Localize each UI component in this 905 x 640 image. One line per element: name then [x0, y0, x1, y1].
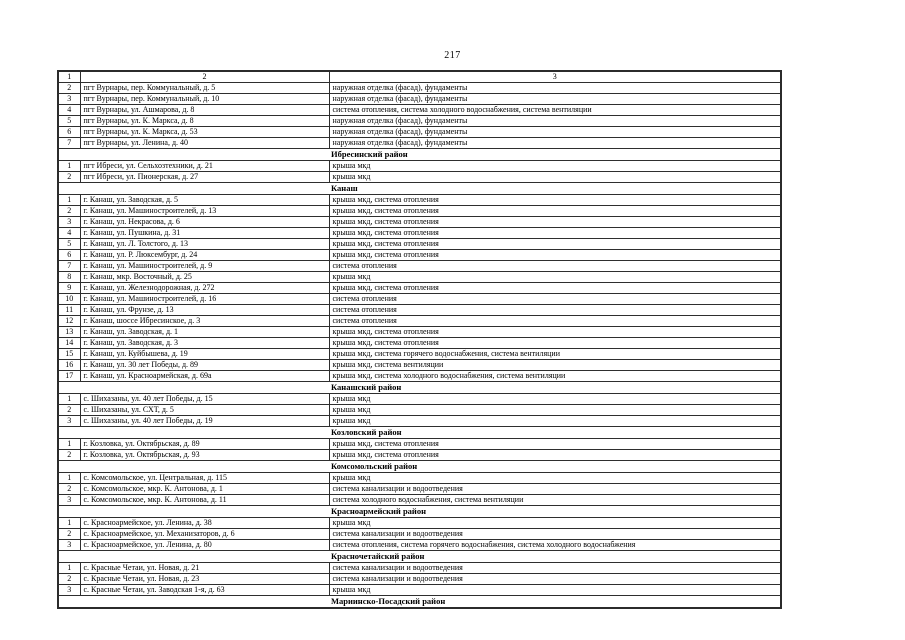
- row-number-cell: 11: [58, 305, 80, 316]
- section-header-cell: Козловский район: [58, 427, 781, 439]
- row-number-cell: 5: [58, 116, 80, 127]
- works-cell: крыша мкд: [329, 161, 781, 172]
- address-cell: с. Шихазаны, ул. 40 лет Победы, д. 15: [80, 394, 329, 405]
- row-number-cell: 6: [58, 127, 80, 138]
- table-row: [58, 228, 781, 239]
- address-cell: г. Канаш, ул. Машиностроителей, д. 9: [80, 261, 329, 272]
- address-cell: г. Канаш, ул. Пушкина, д. 31: [80, 228, 329, 239]
- works-cell: крыша мкд: [329, 473, 781, 484]
- address-cell: пгт Вурнары, пер. Коммунальный, д. 5: [80, 83, 329, 94]
- address-cell: с. Шихазаны, ул. 40 лет Победы, д. 19: [80, 416, 329, 427]
- table-row: [58, 261, 781, 272]
- works-cell: крыша мкд, система отопления: [329, 195, 781, 206]
- table-row: [58, 349, 781, 360]
- row-number-cell: 14: [58, 338, 80, 349]
- address-cell: пгт Ибреси, ул. Пионерская, д. 27: [80, 172, 329, 183]
- section-header-cell: Канаш: [58, 183, 781, 195]
- table-row: [58, 316, 781, 327]
- row-number-cell: 2: [58, 450, 80, 461]
- works-cell: система канализации и водоотведения: [329, 574, 781, 585]
- row-number-cell: 12: [58, 316, 80, 327]
- address-cell: с. Красноармейское, ул. Механизаторов, д. 6: [80, 529, 329, 540]
- table-row: [58, 574, 781, 585]
- table-row: [58, 138, 781, 149]
- works-cell: наружная отделка (фасад), фундаменты: [329, 138, 781, 149]
- address-cell: с. Комсомольское, мкр. К. Антонова, д. 11: [80, 495, 329, 506]
- table-row: [58, 518, 781, 529]
- works-cell: крыша мкд, система отопления: [329, 250, 781, 261]
- address-cell: г. Канаш, ул. Железнодорожная, д. 272: [80, 283, 329, 294]
- row-number-cell: 2: [58, 574, 80, 585]
- table-row: [58, 94, 781, 105]
- address-cell: с. Красные Четаи, ул. Новая, д. 21: [80, 563, 329, 574]
- section-header-cell: Мариинско-Посадский район: [58, 596, 781, 609]
- section-header-cell: Ибресинский район: [58, 149, 781, 161]
- row-number-cell: 2: [58, 206, 80, 217]
- row-number-cell: 6: [58, 250, 80, 261]
- row-number-cell: 1: [58, 439, 80, 450]
- address-cell: с. Красные Четаи, ул. Новая, д. 23: [80, 574, 329, 585]
- table-row: [58, 327, 781, 338]
- row-number-cell: 1: [58, 563, 80, 574]
- address-cell: с. Шихазаны, ул. СХТ, д. 5: [80, 405, 329, 416]
- section-header-row: [58, 596, 781, 609]
- section-header-row: [58, 461, 781, 473]
- works-cell: система отопления: [329, 305, 781, 316]
- table-row: [58, 83, 781, 94]
- row-number-cell: 4: [58, 228, 80, 239]
- section-header-row: [58, 183, 781, 195]
- table-row: [58, 127, 781, 138]
- section-header-row: [58, 506, 781, 518]
- address-cell: г. Канаш, мкр. Восточный, д. 25: [80, 272, 329, 283]
- works-cell: крыша мкд, система отопления: [329, 206, 781, 217]
- works-cell: крыша мкд, система отопления: [329, 283, 781, 294]
- address-cell: с. Красноармейское, ул. Ленина, д. 80: [80, 540, 329, 551]
- row-number-cell: 16: [58, 360, 80, 371]
- address-cell: г. Канаш, ул. Куйбышева, д. 19: [80, 349, 329, 360]
- table-row: [58, 294, 781, 305]
- table-row: [58, 360, 781, 371]
- table-row: [58, 206, 781, 217]
- address-cell: г. Канаш, ул. Машиностроителей, д. 16: [80, 294, 329, 305]
- address-cell: с. Красноармейское, ул. Ленина, д. 38: [80, 518, 329, 529]
- works-cell: крыша мкд: [329, 518, 781, 529]
- row-number-cell: 3: [58, 94, 80, 105]
- works-cell: система отопления, система горячего водоснабжения, система холодного водоснабжения: [329, 540, 781, 551]
- row-number-cell: 3: [58, 585, 80, 596]
- row-number-cell: 2: [58, 484, 80, 495]
- section-header-cell: Комсомольский район: [58, 461, 781, 473]
- row-number-cell: 15: [58, 349, 80, 360]
- works-cell: система отопления, система холодного водоснабжения, система вентиляции: [329, 105, 781, 116]
- address-cell: г. Канаш, ул. Машиностроителей, д. 13: [80, 206, 329, 217]
- address-cell: г. Канаш, ул. Заводская, д. 1: [80, 327, 329, 338]
- address-cell: с. Комсомольское, ул. Центральная, д. 115: [80, 473, 329, 484]
- row-number-cell: 1: [58, 473, 80, 484]
- row-number-cell: 9: [58, 283, 80, 294]
- section-header-row: [58, 149, 781, 161]
- works-cell: крыша мкд: [329, 405, 781, 416]
- table-row: [58, 529, 781, 540]
- row-number-cell: 3: [58, 416, 80, 427]
- table-row: [58, 473, 781, 484]
- address-cell: г. Канаш, ул. 30 лет Победы, д. 89: [80, 360, 329, 371]
- works-cell: система канализации и водоотведения: [329, 484, 781, 495]
- address-cell: г. Канаш, ул. Заводская, д. 3: [80, 338, 329, 349]
- works-cell: система отопления: [329, 261, 781, 272]
- works-cell: крыша мкд, система отопления: [329, 228, 781, 239]
- row-number-cell: 17: [58, 371, 80, 382]
- address-cell: пгт Вурнары, ул. Ашмарова, д. 8: [80, 105, 329, 116]
- table-row: [58, 116, 781, 127]
- table-row: [58, 585, 781, 596]
- row-number-cell: 1: [58, 195, 80, 206]
- row-number-cell: 8: [58, 272, 80, 283]
- table-row: [58, 338, 781, 349]
- table-row: [58, 239, 781, 250]
- section-header-row: [58, 551, 781, 563]
- section-header-row: [58, 427, 781, 439]
- row-number-cell: 1: [58, 161, 80, 172]
- table-body: [58, 71, 781, 608]
- table-row: [58, 439, 781, 450]
- works-cell: крыша мкд, система отопления: [329, 338, 781, 349]
- works-cell: крыша мкд: [329, 585, 781, 596]
- address-cell: г. Канаш, шоссе Ибресинское, д. 3: [80, 316, 329, 327]
- table-row: [58, 495, 781, 506]
- table-row: [58, 484, 781, 495]
- works-cell: крыша мкд: [329, 394, 781, 405]
- address-cell: пгт Вурнары, пер. Коммунальный, д. 10: [80, 94, 329, 105]
- table-row: [58, 283, 781, 294]
- table-row: [58, 195, 781, 206]
- row-number-cell: 13: [58, 327, 80, 338]
- table-row: [58, 305, 781, 316]
- column-header-cell: 2: [80, 71, 329, 83]
- address-cell: пгт Ибреси, ул. Сельхозтехники, д. 21: [80, 161, 329, 172]
- section-header-row: [58, 382, 781, 394]
- works-cell: система отопления: [329, 294, 781, 305]
- row-number-cell: 5: [58, 239, 80, 250]
- row-number-cell: 3: [58, 495, 80, 506]
- table-row: [58, 450, 781, 461]
- section-header-cell: Красноармейский район: [58, 506, 781, 518]
- page-number: 217: [444, 50, 461, 61]
- works-cell: крыша мкд: [329, 172, 781, 183]
- table-row: [58, 540, 781, 551]
- address-cell: пгт Вурнары, ул. К. Маркса, д. 53: [80, 127, 329, 138]
- row-number-cell: 2: [58, 405, 80, 416]
- table-row: [58, 105, 781, 116]
- column-header-cell: 1: [58, 71, 80, 83]
- works-cell: крыша мкд, система отопления: [329, 439, 781, 450]
- section-header-cell: Канашский район: [58, 382, 781, 394]
- address-cell: с. Красные Четаи, ул. Заводская 1-я, д. 63: [80, 585, 329, 596]
- table-row: [58, 217, 781, 228]
- table-row: [58, 405, 781, 416]
- address-cell: г. Козловка, ул. Октябрьская, д. 89: [80, 439, 329, 450]
- works-cell: крыша мкд: [329, 416, 781, 427]
- works-cell: крыша мкд, система холодного водоснабжения, система вентиляции: [329, 371, 781, 382]
- row-number-cell: 2: [58, 83, 80, 94]
- table-row: [58, 563, 781, 574]
- table-row: [58, 161, 781, 172]
- row-number-cell: 7: [58, 138, 80, 149]
- column-header-cell: 3: [329, 71, 781, 83]
- table-row: [58, 250, 781, 261]
- address-cell: г. Канаш, ул. Заводская, д. 5: [80, 195, 329, 206]
- row-number-cell: 3: [58, 540, 80, 551]
- works-cell: крыша мкд, система горячего водоснабжения, система вентиляции: [329, 349, 781, 360]
- address-cell: г. Канаш, ул. Р. Люксембург, д. 24: [80, 250, 329, 261]
- works-cell: система канализации и водоотведения: [329, 529, 781, 540]
- address-cell: г. Козловка, ул. Октябрьская, д. 93: [80, 450, 329, 461]
- table-row: [58, 272, 781, 283]
- table-row: [58, 394, 781, 405]
- address-cell: г. Канаш, ул. Некрасова, д. 6: [80, 217, 329, 228]
- works-cell: крыша мкд, система вентиляции: [329, 360, 781, 371]
- works-cell: система канализации и водоотведения: [329, 563, 781, 574]
- works-cell: система холодного водоснабжения, система вентиляции: [329, 495, 781, 506]
- address-cell: г. Канаш, ул. Л. Толстого, д. 13: [80, 239, 329, 250]
- row-number-cell: 10: [58, 294, 80, 305]
- address-cell: г. Канаш, ул. Фрунзе, д. 13: [80, 305, 329, 316]
- works-cell: крыша мкд: [329, 272, 781, 283]
- row-number-cell: 7: [58, 261, 80, 272]
- works-cell: крыша мкд, система отопления: [329, 217, 781, 228]
- address-cell: с. Комсомольское, мкр. К. Антонова, д. 1: [80, 484, 329, 495]
- works-cell: наружная отделка (фасад), фундаменты: [329, 127, 781, 138]
- row-number-cell: 1: [58, 518, 80, 529]
- row-number-cell: 2: [58, 529, 80, 540]
- column-header-row: [58, 71, 781, 83]
- works-cell: система отопления: [329, 316, 781, 327]
- row-number-cell: 2: [58, 172, 80, 183]
- works-cell: крыша мкд, система отопления: [329, 239, 781, 250]
- row-number-cell: 1: [58, 394, 80, 405]
- works-cell: наружная отделка (фасад), фундаменты: [329, 94, 781, 105]
- works-cell: наружная отделка (фасад), фундаменты: [329, 83, 781, 94]
- table-row: [58, 371, 781, 382]
- works-cell: крыша мкд, система отопления: [329, 450, 781, 461]
- repair-plan-table: [57, 70, 782, 609]
- row-number-cell: 4: [58, 105, 80, 116]
- table-row: [58, 172, 781, 183]
- section-header-cell: Красночетайский район: [58, 551, 781, 563]
- works-cell: крыша мкд, система отопления: [329, 327, 781, 338]
- works-cell: наружная отделка (фасад), фундаменты: [329, 116, 781, 127]
- row-number-cell: 3: [58, 217, 80, 228]
- address-cell: г. Канаш, ул. Красноармейская, д. 69а: [80, 371, 329, 382]
- address-cell: пгт Вурнары, ул. К. Маркса, д. 8: [80, 116, 329, 127]
- address-cell: пгт Вурнары, ул. Ленина, д. 40: [80, 138, 329, 149]
- table-row: [58, 416, 781, 427]
